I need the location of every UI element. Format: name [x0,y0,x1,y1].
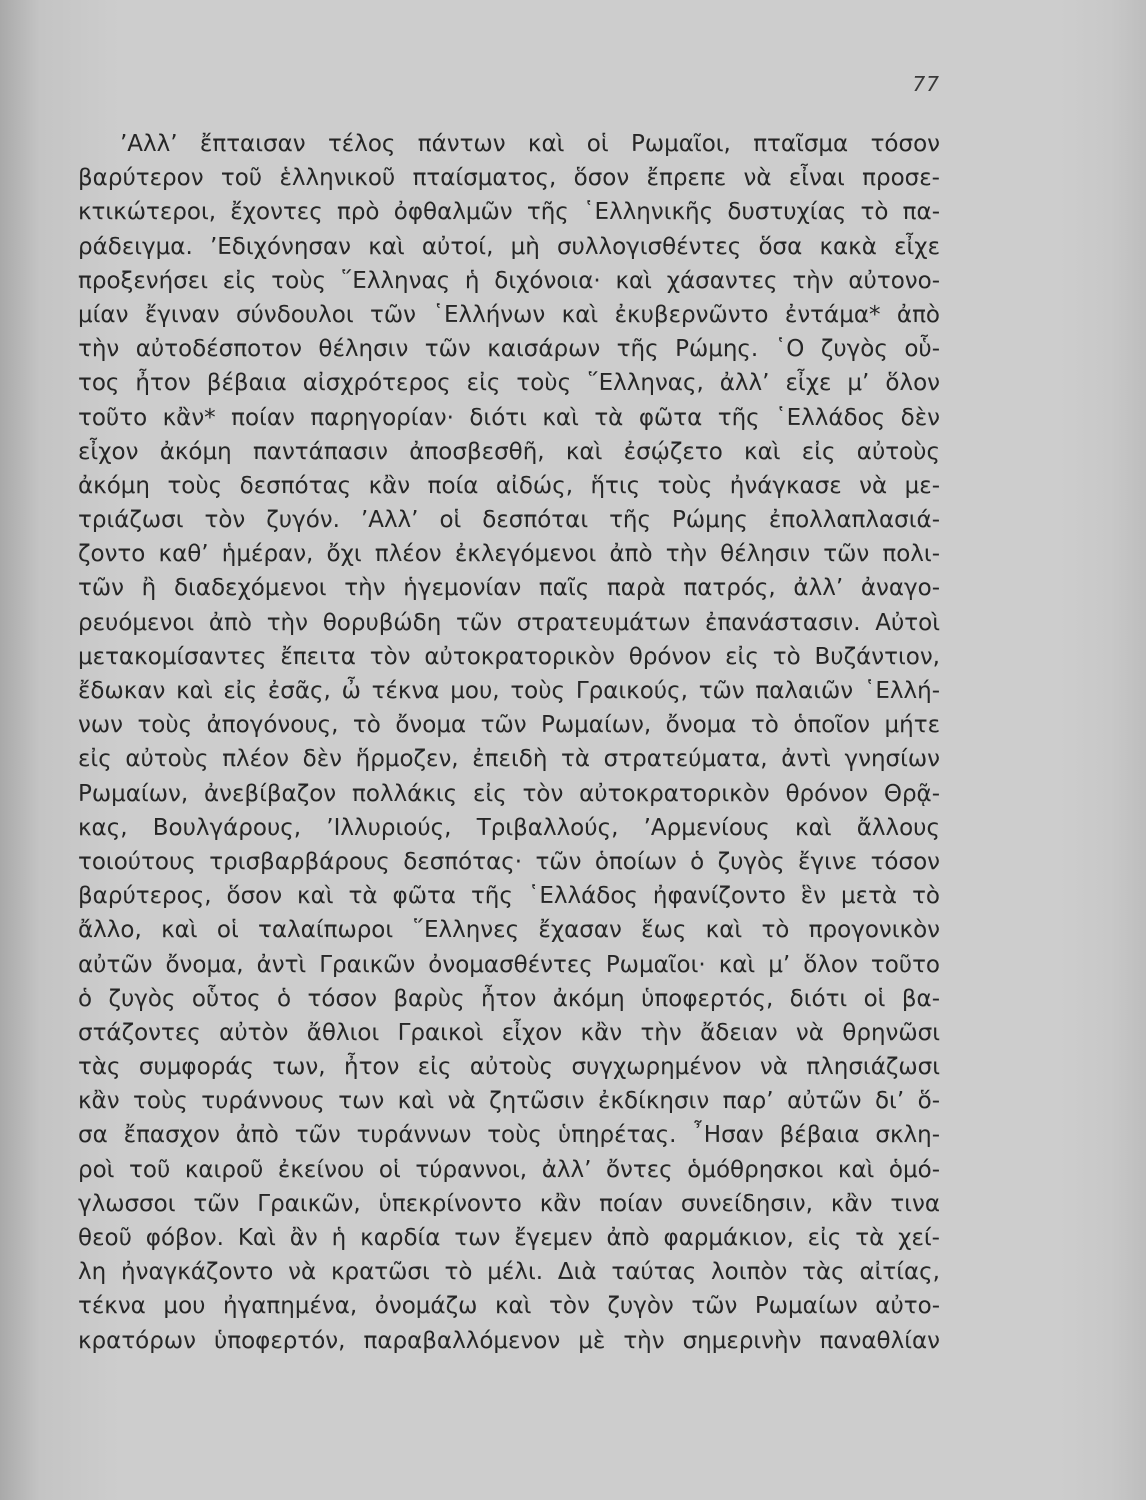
text-line: κας, Βουλγάρους, ’Ιλλυριούς, Τριβαλλούς, ’Αρμενίους καὶ ἄλλους [78,814,940,841]
text-line: αὐτῶν ὄνομα, ἀντὶ Γραικῶν ὀνομασθέντες Ρωμαῖοι· καὶ μ’ ὅλον τοῦτο [78,951,940,978]
text-line: τριάζωσι τὸν ζυγόν. ’Αλλ’ οἱ δεσπόται τῆς Ρώμης ἐπολλαπλασιά- [78,507,940,534]
text-line: μίαν ἔγιναν σύνδουλοι τῶν ῾Ελλήνων καὶ ἐκυβερνῶντο ἐντάμα* ἀπὸ [78,301,940,328]
text-line: μετακομίσαντες ἔπειτα τὸν αὐτοκρατορικὸν θρόνον εἰς τὸ Βυζάντιον, [78,643,940,670]
text-line: λη ἠναγκάζοντο νὰ κρατῶσι τὸ μέλι. Διὰ ταύτας λοιπὸν τὰς αἰτίας, [78,1259,940,1286]
text-line: τὰς συμφοράς των, ἦτον εἰς αὐτοὺς συγχωρημένον νὰ πλησιάζωσι [78,1054,940,1081]
text-line: ’Αλλ’ ἔπταισαν τέλος πάντων καὶ οἱ Ρωμαῖοι, πταῖσμα τόσον [120,131,940,157]
text-line: κἂν τοὺς τυράννους των καὶ νὰ ζητῶσιν ἐκδίκησιν παρ’ αὐτῶν δι’ ὅ- [78,1088,940,1115]
text-line: τοῦτο κἂν* ποίαν παρηγορίαν· διότι καὶ τὰ φῶτα τῆς ῾Ελλάδος δὲν [78,404,940,431]
text-line: γλωσσοι τῶν Γραικῶν, ὑπεκρίνοντο κἂν ποίαν συνείδησιν, κἂν τινα [78,1190,940,1217]
text-line: σα ἔπασχον ἀπὸ τῶν τυράννων τοὺς ὑπηρέτας. ῏Ησαν βέβαια σκλη- [78,1122,940,1149]
text-line: ζοντο καθ’ ἡμέραν, ὄχι πλέον ἐκλεγόμενοι ἀπὸ τὴν θέλησιν τῶν πολι- [78,541,940,568]
text-line: προξενήσει εἰς τοὺς ῞Ελληνας ἡ διχόνοια· καὶ χάσαντες τὴν αὐτονο- [78,267,940,294]
text-line: ἔδωκαν καὶ εἰς ἐσᾶς, ὦ τέκνα μου, τοὺς Γραικούς, τῶν παλαιῶν ῾Ελλή- [78,678,940,704]
text-line: ρευόμενοι ἀπὸ τὴν θορυβώδη τῶν στρατευμάτων ἐπανάστασιν. Αὐτοὶ [78,609,940,636]
text-line: τοιούτους τρισβαρβάρους δεσπότας· τῶν ὁποίων ὁ ζυγὸς ἔγινε τόσον [78,848,940,875]
text-line: ροὶ τοῦ καιροῦ ἐκείνου οἱ τύραννοι, ἀλλ’ ὄντες ὁμόθρησκοι καὶ ὁμό- [78,1156,940,1183]
text-line: νων τοὺς ἀπογόνους, τὸ ὄνομα τῶν Ρωμαίων, ὄνομα τὸ ὁποῖον μήτε [78,712,940,739]
text-line: εἶχον ἀκόμη παντάπασιν ἀποσβεσθῆ, καὶ ἐσῴζετο καὶ εἰς αὐτοὺς [78,438,940,465]
text-line: ἀκόμη τοὺς δεσπότας κἂν ποία αἰδώς, ἥτις τοὺς ἠνάγκασε νὰ με- [78,472,940,499]
text-line: θεοῦ φόβον. Καὶ ἂν ἡ καρδία των ἔγεμεν ἀπὸ φαρμάκιον, εἰς τὰ χεί- [78,1225,940,1251]
text-line: ράδειγμα. ’Εδιχόνησαν καὶ αὐτοί, μὴ συλλογισθέντες ὅσα κακὰ εἶχε [78,233,940,260]
text-line: τέκνα μου ἠγαπημένα, ὀνομάζω καὶ τὸν ζυγὸν τῶν Ρωμαίων αὐτο- [78,1293,940,1320]
text-line: βαρύτερος, ὅσον καὶ τὰ φῶτα τῆς ῾Ελλάδος ἠφανίζοντο ἓν μετὰ τὸ [78,883,940,910]
page-number: 77 [912,72,940,96]
body-text [78,127,940,1358]
text-line: ὁ ζυγὸς οὗτος ὁ τόσον βαρὺς ἦτον ἀκόμη ὑποφερτός, διότι οἱ βα- [78,985,940,1012]
text-line: Ρωμαίων, ἀνεβίβαζον πολλάκις εἰς τὸν αὐτοκρατορικὸν θρόνον Θρᾷ- [78,780,940,807]
text-line: στάζοντες αὐτὸν ἄθλιοι Γραικοὶ εἶχον κἂν τὴν ἄδειαν νὰ θρηνῶσι [78,1019,940,1046]
text-line: τῶν ἢ διαδεχόμενοι τὴν ἡγεμονίαν παῖς παρὰ πατρός, ἀλλ’ ἀναγο- [78,575,940,602]
text-line: ἄλλο, καὶ οἱ ταλαίπωροι ῞Ελληνες ἔχασαν ἕως καὶ τὸ προγονικὸν [78,917,940,944]
text-line: τος ἦτον βέβαια αἰσχρότερος εἰς τοὺς ῞Ελληνας, ἀλλ’ εἶχε μ’ ὅλον [78,370,940,397]
text-line: βαρύτερον τοῦ ἑλληνικοῦ πταίσματος, ὅσον ἔπρεπε νὰ εἶναι προσε- [78,165,940,192]
text-line: τὴν αὐτοδέσποτον θέλησιν τῶν καισάρων τῆς Ρώμης. ῾Ο ζυγὸς οὗ- [78,336,940,363]
text-line: εἰς αὐτοὺς πλέον δὲν ἥρμοζεν, ἐπειδὴ τὰ στρατεύματα, ἀντὶ γνησίων [78,746,940,773]
text-line: κτικώτεροι, ἔχοντες πρὸ ὀφθαλμῶν τῆς ῾Ελληνικῆς δυστυχίας τὸ πα- [78,199,940,226]
text-line: κρατόρων ὑποφερτόν, παραβαλλόμενον μὲ τὴν σημερινὴν παναθλίαν [78,1327,940,1354]
